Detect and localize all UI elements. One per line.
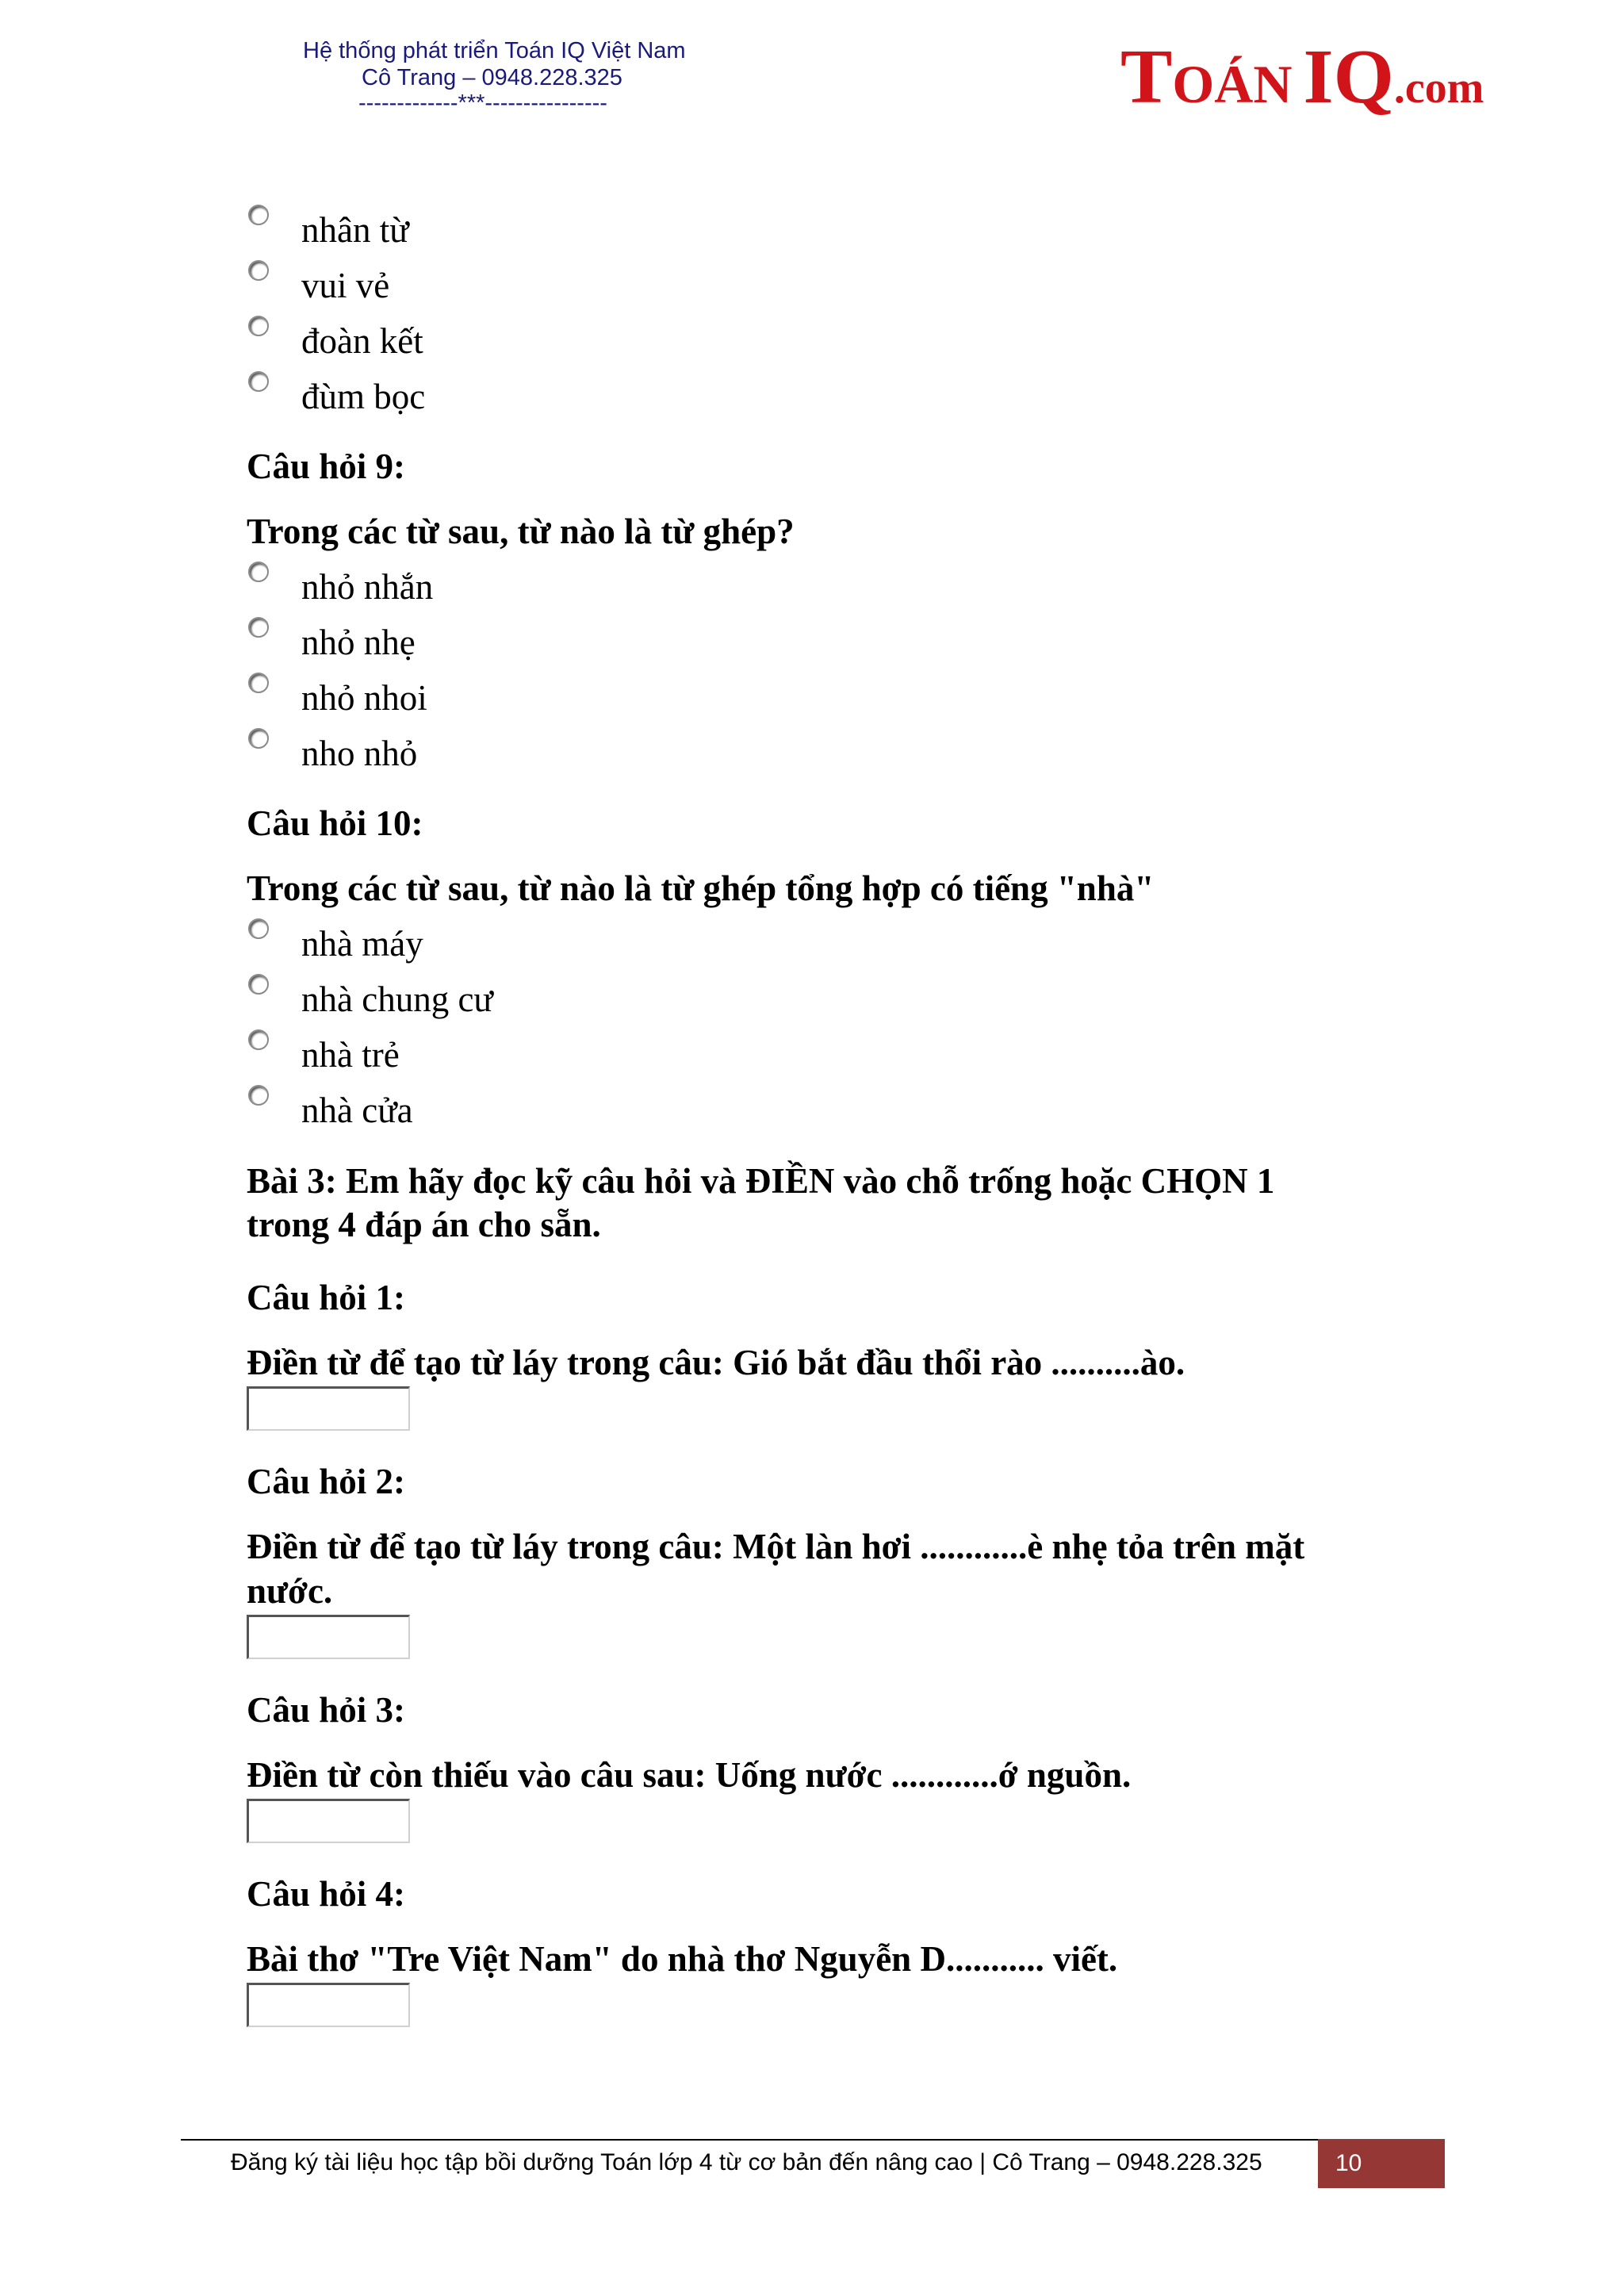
footer-rule [181, 2139, 1445, 2141]
b3-q3-text: Điền từ còn thiếu vào câu sau: Uống nước ............ớ nguồn. [247, 1755, 1132, 1795]
radio-button[interactable] [248, 1029, 269, 1050]
b3-q2-text-line1: Điền từ để tạo từ láy trong câu: Một làn hơi ............è nhẹ tỏa trên mặt [247, 1527, 1305, 1566]
radio-button[interactable] [248, 562, 269, 582]
footer-text: Đăng ký tài liệu học tập bồi dưỡng Toán lớp 4 từ cơ bản đến nâng cao | Cô Trang – 0948.228.325 [231, 2149, 1262, 2175]
q10-title: Câu hỏi 10: [247, 803, 423, 843]
b3-q4-title: Câu hỏi 4: [247, 1874, 406, 1914]
b3-q3-title: Câu hỏi 3: [247, 1690, 406, 1730]
b3-q1-title: Câu hỏi 1: [247, 1278, 406, 1317]
radio-button[interactable] [248, 205, 269, 225]
radio-button[interactable] [248, 260, 269, 281]
b3-q3-answer-input[interactable] [247, 1799, 410, 1843]
page-number: 10 [1318, 2139, 1445, 2188]
b3-q2-title: Câu hỏi 2: [247, 1462, 406, 1501]
radio-button[interactable] [248, 974, 269, 995]
header-org: Hệ thống phát triển Toán IQ Việt Nam [303, 38, 686, 63]
radio-button[interactable] [248, 316, 269, 336]
q9-text: Trong các từ sau, từ nào là từ ghép? [247, 512, 795, 551]
b3-q4-text: Bài thơ "Tre Việt Nam" do nhà thơ Nguyễn D........... viết. [247, 1939, 1118, 1979]
b3-q1-text: Điền từ để tạo từ láy trong câu: Gió bắt đầu thổi rào ..........ào. [247, 1343, 1185, 1382]
toaniq-logo: TOÁN IQ.com [1120, 34, 1484, 120]
radio-button[interactable] [248, 617, 269, 638]
radio-button[interactable] [248, 371, 269, 392]
bai3-heading-line2: trong 4 đáp án cho sẵn. [247, 1205, 601, 1244]
b3-q2-text-line2: nước. [247, 1571, 333, 1611]
header-divider: -------------***---------------- [358, 90, 607, 116]
b3-q4-answer-input[interactable] [247, 1983, 410, 2027]
radio-button[interactable] [248, 918, 269, 939]
q9-title: Câu hỏi 9: [247, 447, 406, 486]
bai3-heading-line1: Bài 3: Em hãy đọc kỹ câu hỏi và ĐIỀN vào chỗ trống hoặc CHỌN 1 [247, 1161, 1275, 1201]
header-contact: Cô Trang – 0948.228.325 [362, 65, 622, 90]
q10-text: Trong các từ sau, từ nào là từ ghép tổng hợp có tiếng "nhà" [247, 868, 1155, 908]
radio-button[interactable] [248, 673, 269, 693]
b3-q1-answer-input[interactable] [247, 1386, 410, 1431]
b3-q2-answer-input[interactable] [247, 1615, 410, 1659]
radio-button[interactable] [248, 1085, 269, 1106]
radio-button[interactable] [248, 728, 269, 749]
